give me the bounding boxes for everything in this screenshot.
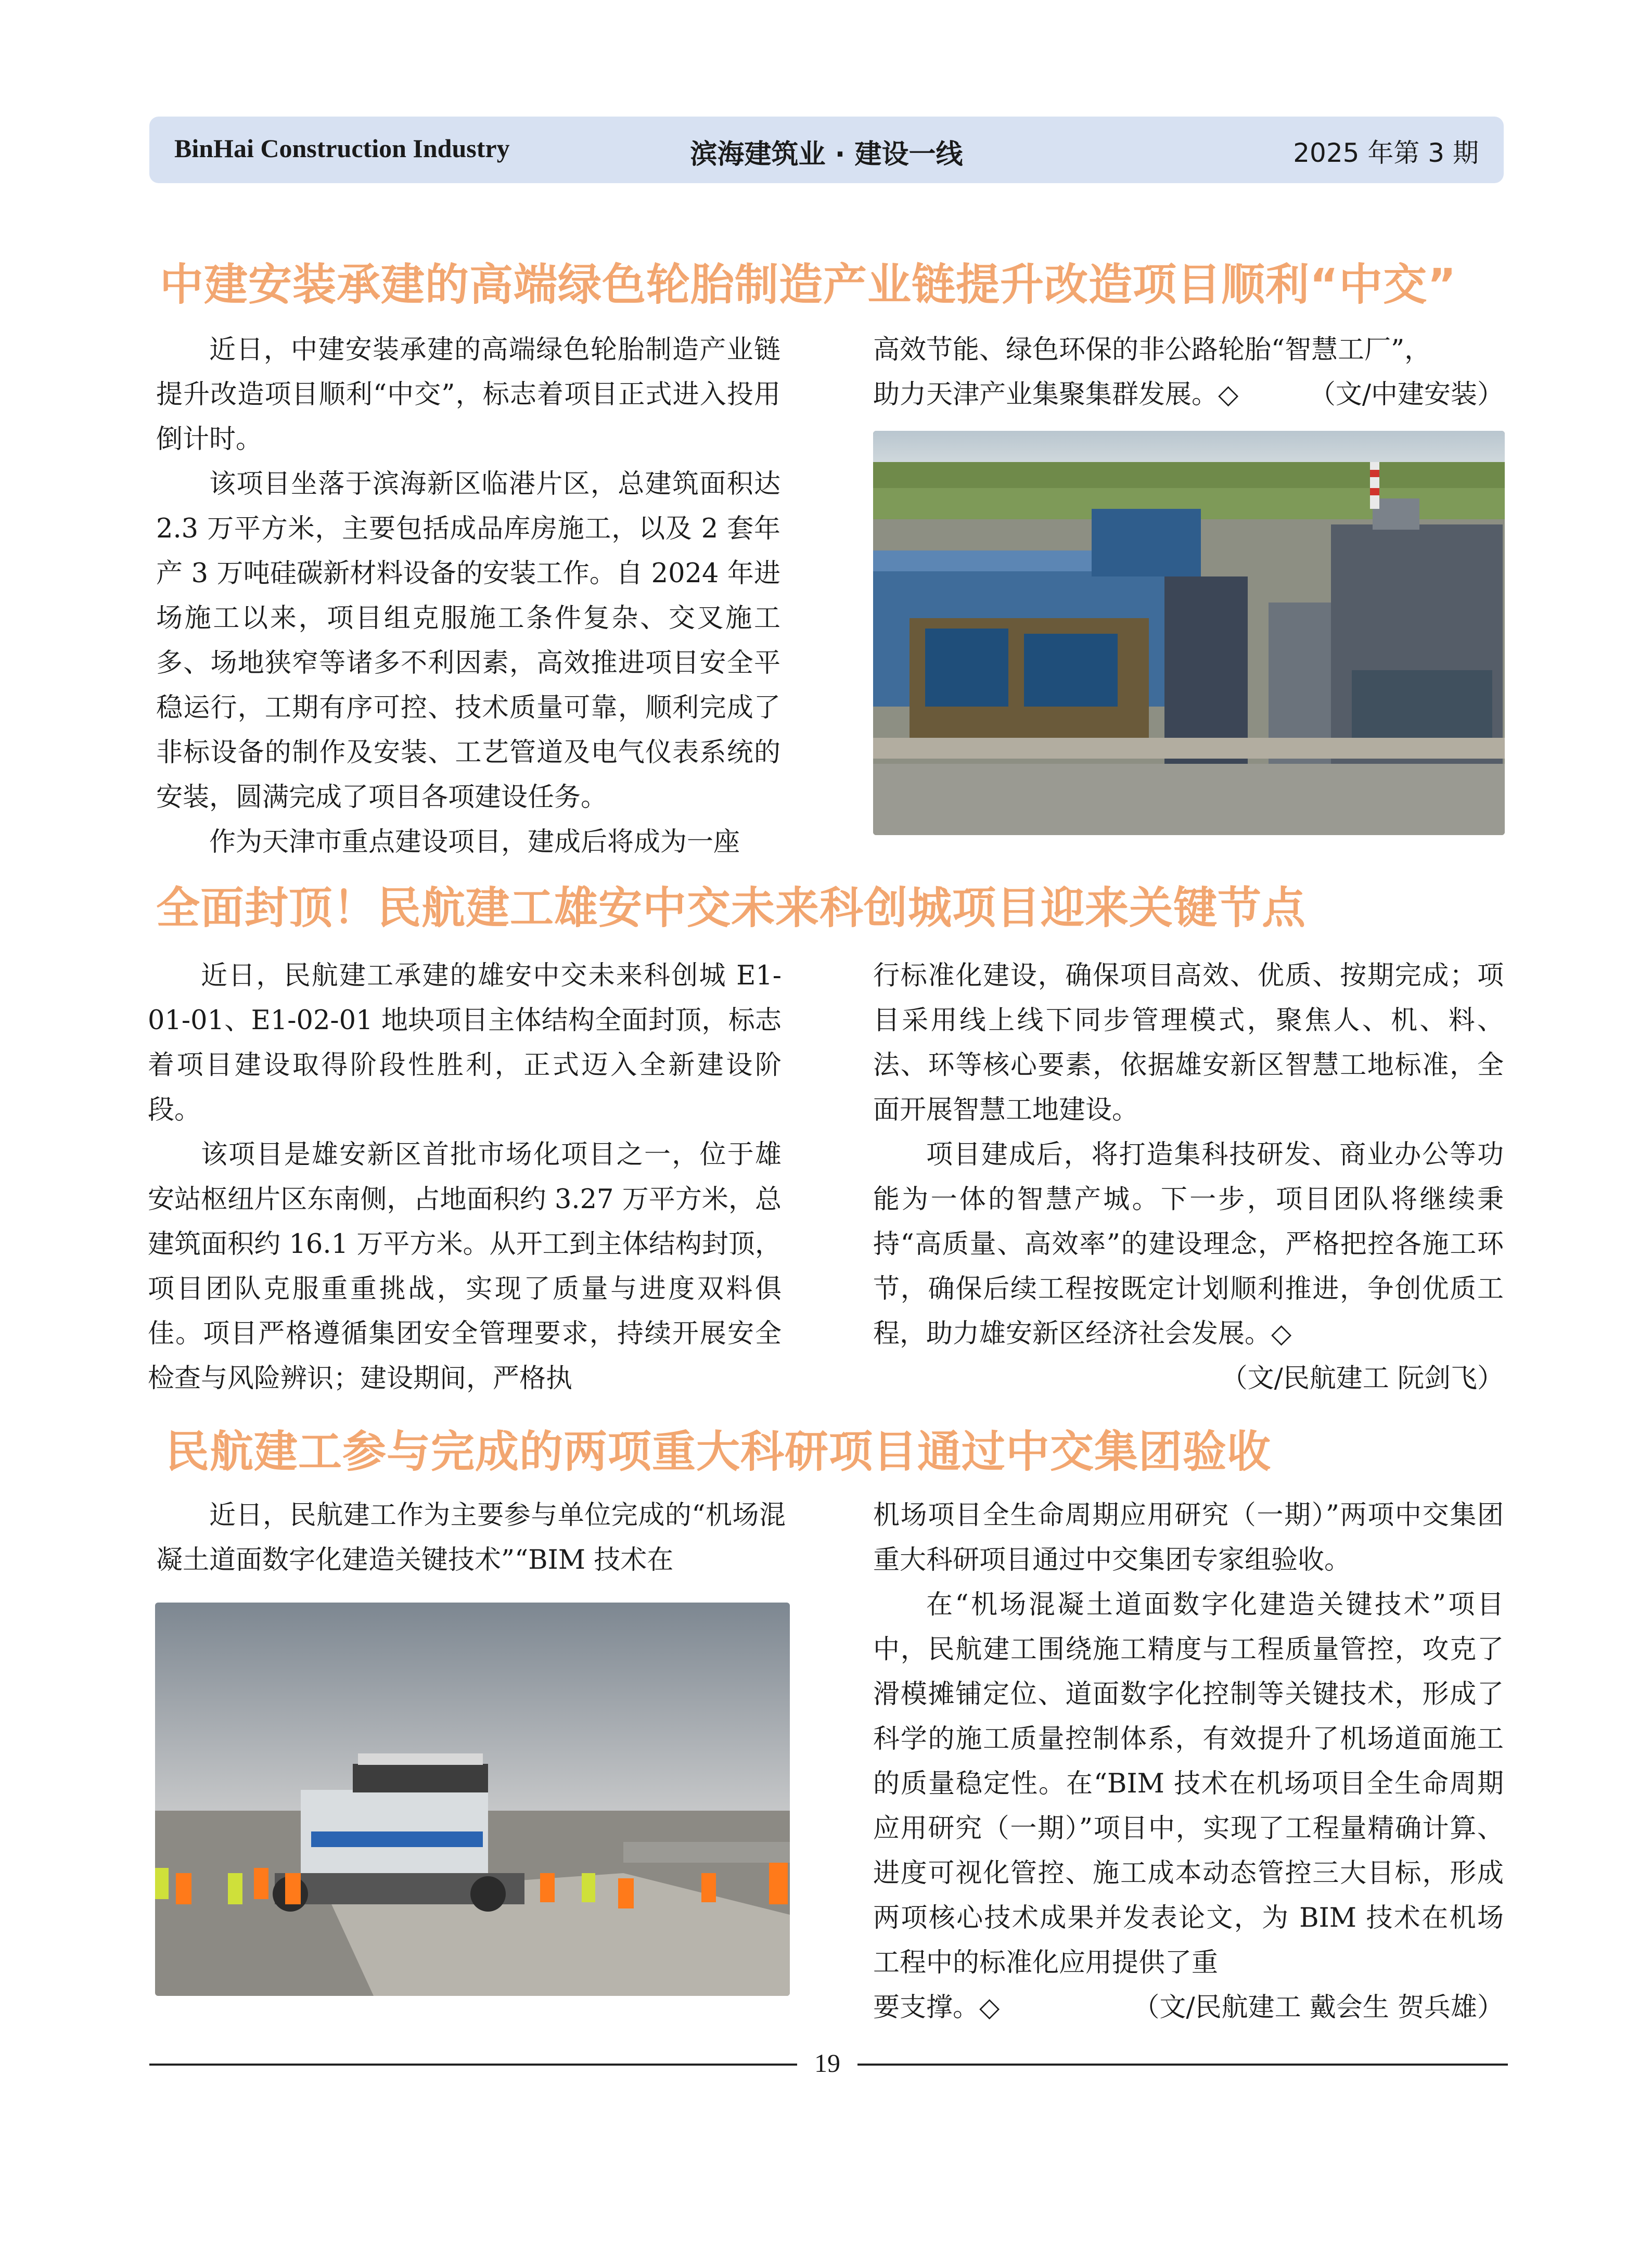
page-number: 19 <box>814 2048 840 2078</box>
article3-right-column <box>873 1493 1504 2030</box>
article1-paragraph: 作为天津市重点建设项目，建成后将成为一座 <box>209 827 740 857</box>
article2-title: 全面封顶！民航建工雄安中交未来科创城项目迎来关键节点 <box>156 882 1307 933</box>
footer-rule-right <box>857 2064 1508 2066</box>
article1-left-column <box>156 328 780 865</box>
article3-credit: （文/民航建工 戴会生 贺兵雄） <box>1133 1992 1504 2023</box>
article1-ending-text: 助力天津产业集聚集群发展。◇ <box>873 379 1239 410</box>
paving-construction-illustration <box>155 1603 790 1996</box>
factory-aerial-illustration <box>873 431 1505 835</box>
article3-paragraph: 机场项目全生命周期应用研究（一期）”两项中交集团重大科研项目通过中交集团专家组验收。 <box>873 1500 1504 1575</box>
article3-ending-text: 要支撑。◇ <box>873 1992 1000 2023</box>
article1-ending-line <box>873 373 1504 417</box>
article1-title: 中建安装承建的高端绿色轮胎制造产业链提升改造项目顺利“中交” <box>160 259 1457 310</box>
journal-english-name: BinHai Construction Industry <box>174 134 510 163</box>
article3-title: 民航建工参与完成的两项重大科研项目通过中交集团验收 <box>165 1426 1272 1477</box>
article3-left-column <box>156 1493 786 1583</box>
article2-paragraph: 行标准化建设，确保项目高效、优质、按期完成；项目采用线上线下同步管理模式，聚焦人、机、料、法、环等核心要素，依据雄安新区智慧工地标准，全面开展智慧工地建设。 <box>873 960 1504 1125</box>
article2-paragraph: 该项目是雄安新区首批市场化项目之一，位于雄安站枢纽片区东南侧，占地面积约 3.27 万平方米，总建筑面积约 16.1 万平方米。从开工到主体结构封顶，项目团队克服重重挑战，实现了质量与进度双料俱佳。项目严格遵循集团安全管理要求，持续开展安全检查与风险辨识；建设期间，严格执 <box>148 1139 782 1394</box>
footer-rule-left <box>149 2064 797 2066</box>
article2-paragraph: 项目建成后，将打造集科技研发、商业办公等功能为一体的智慧产城。下一步，项目团队将继续秉持“高质量、高效率”的建设理念，严格把控各施工环节，确保后续工程按既定计划顺利推进，争创优质工程，助力雄安新区经济社会发展。◇ <box>873 1139 1504 1349</box>
article1-paragraph: 该项目坐落于滨海新区临港片区，总建筑面积达 2.3 万平方米，主要包括成品库房施工，以及 2 套年产 3 万吨硅碳新材料设备的安装工作。自 2024 年进场施工以来，项目组克服施工条件复杂、交叉施工多、场地狭窄等诸多不利因素，高效推进项目安全平稳运行，工期有序可控、技术质量可靠，顺利完成了非标设备的制作及安装、工艺管道及电气仪表系统的安装，圆满完成了项目各项建设任务。 <box>156 469 780 813</box>
article3-paragraph: 近日，民航建工作为主要参与单位完成的“机场混凝土道面数字化建造关键技术”“BIM 技术在 <box>156 1500 786 1575</box>
issue-number: 2025 年第 3 期 <box>1293 138 1479 168</box>
running-header <box>149 117 1504 183</box>
article1-paragraph: 近日，中建安装承建的高端绿色轮胎制造产业链提升改造项目顺利“中交”，标志着项目正式进入投用倒计时。 <box>156 335 780 455</box>
factory-aerial-photo <box>873 431 1505 835</box>
article2-right-column <box>873 954 1504 1401</box>
article2-left-column <box>148 954 782 1401</box>
airport-paving-photo <box>155 1603 790 1996</box>
article2-credit: （文/民航建工 阮剑飞） <box>1221 1363 1504 1394</box>
article1-credit: （文/中建安装） <box>1309 379 1504 410</box>
article1-paragraph: 高效节能、绿色环保的非公路轮胎“智慧工厂”， <box>873 335 1431 365</box>
journal-section-name: 滨海建筑业 · 建设一线 <box>690 139 963 170</box>
article1-right-column <box>873 328 1504 417</box>
article3-ending-line <box>873 1985 1504 2030</box>
article2-paragraph: 近日，民航建工承建的雄安中交未来科创城 E1-01-01、E1-02-01 地块项目主体结构全面封顶，标志着项目建设取得阶段性胜利，正式迈入全新建设阶段。 <box>148 960 782 1125</box>
article3-paragraph: 在“机场混凝土道面数字化建造关键技术”项目中，民航建工围绕施工精度与工程质量管控，攻克了滑模摊铺定位、道面数字化控制等关键技术，形成了科学的施工质量控制体系，有效提升了机场道面施工的质量稳定性。在“BIM 技术在机场项目全生命周期应用研究（一期）”项目中，实现了工程量精确计算、进度可视化管控、施工成本动态管控三大目标，形成两项核心技术成果并发表论文，为 BIM 技术在机场工程中的标准化应用提供了重 <box>873 1590 1504 1978</box>
